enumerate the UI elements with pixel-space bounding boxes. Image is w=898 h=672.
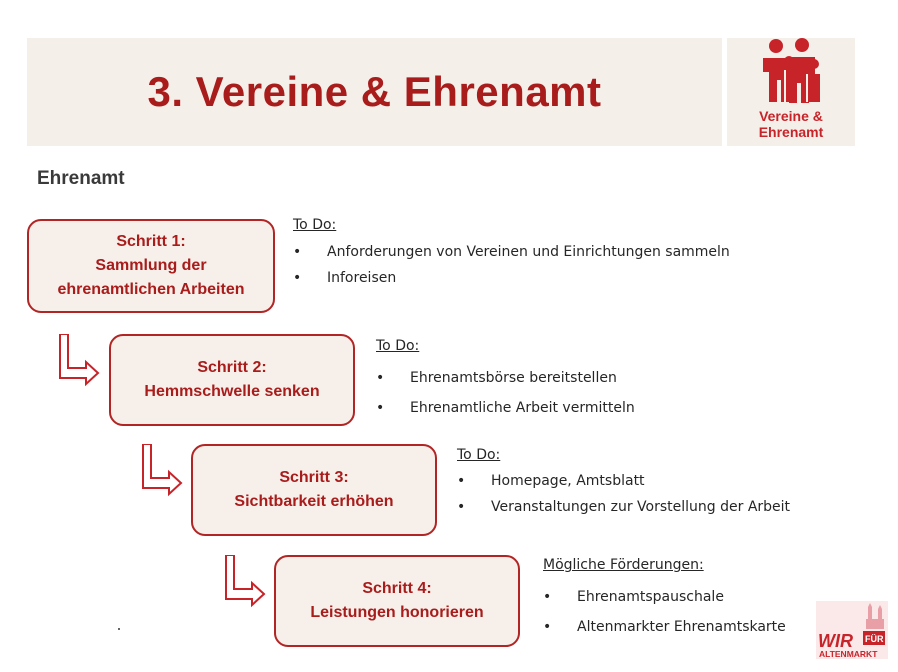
todo-text: Veranstaltungen zur Vorstellung der Arbeit	[491, 499, 791, 515]
step-4-todo-heading: Mögliche Förderungen:	[543, 557, 704, 573]
step-1-line-1: Schritt 1:	[116, 233, 186, 250]
step-3-todo-heading: To Do:	[457, 447, 501, 463]
step-2-todo-list	[376, 363, 635, 423]
step-3-todo-list	[457, 468, 790, 520]
step-4-line-2: Leistungen honorieren	[310, 604, 484, 621]
step-1-box	[27, 219, 275, 313]
badge-altenmarkt: ALTENMARKT	[819, 649, 878, 659]
todo-text: Homepage, Amtsblatt	[491, 473, 645, 489]
step-1-todo-list	[293, 239, 730, 291]
todo-text: Anforderungen von Vereinen und Einrichtungen sammeln	[327, 244, 730, 260]
step-1-line-2: Sammlung der	[95, 257, 207, 274]
step-3-line-2: Sichtbarkeit erhöhen	[234, 493, 394, 510]
list-item	[376, 363, 635, 393]
step-4-todo	[543, 557, 786, 642]
bullet: •	[376, 370, 385, 386]
bullet: •	[457, 499, 466, 515]
people-icon	[759, 38, 823, 108]
step-1-todo-heading: To Do:	[293, 217, 337, 233]
page-title: 3. Vereine & Ehrenamt	[147, 68, 602, 115]
todo-text: Ehrenamtspauschale	[577, 589, 724, 605]
bullet: •	[543, 589, 552, 605]
todo-text: Inforeisen	[327, 270, 397, 286]
step-3-todo	[457, 447, 790, 520]
step-4-box	[274, 555, 520, 647]
todo-text: Altenmarkter Ehrenamtskarte	[577, 619, 786, 635]
list-item	[457, 494, 790, 520]
vereine-ehrenamt-logo	[727, 38, 855, 146]
step-2-todo	[376, 338, 635, 423]
bullet: •	[457, 473, 466, 489]
list-item	[293, 239, 730, 265]
step-2-box	[109, 334, 355, 426]
step-2-todo-heading: To Do:	[376, 338, 420, 354]
stray-dot	[118, 628, 120, 630]
step-4-line-1: Schritt 4:	[362, 580, 432, 597]
logo-text	[727, 108, 855, 140]
list-item	[543, 582, 786, 612]
list-item	[457, 468, 790, 494]
arrow-step-1-to-2	[58, 334, 102, 388]
wir-fuer-altenmarkt-logo	[816, 601, 888, 659]
badge-fuer: FÜR	[865, 634, 884, 644]
step-4-todo-list	[543, 582, 786, 642]
bullet: •	[293, 244, 302, 260]
bullet: •	[543, 619, 552, 635]
step-1-todo	[293, 217, 730, 291]
list-item	[293, 265, 730, 291]
list-item	[376, 393, 635, 423]
todo-text: Ehrenamtsbörse bereitstellen	[410, 370, 617, 386]
badge-wir: WIR	[818, 631, 853, 651]
todo-text: Ehrenamtliche Arbeit vermitteln	[410, 400, 635, 416]
bullet: •	[293, 270, 302, 286]
arrow-step-2-to-3	[141, 444, 185, 498]
logo-line-2: Ehrenamt	[758, 124, 824, 140]
section-title: Ehrenamt	[37, 168, 125, 189]
step-3-line-1: Schritt 3:	[279, 469, 349, 486]
step-3-box	[191, 444, 437, 536]
bullet: •	[376, 400, 385, 416]
step-2-line-2: Hemmschwelle senken	[144, 383, 320, 400]
list-item	[543, 612, 786, 642]
logo-line-1: Vereine &	[759, 108, 823, 124]
arrow-step-3-to-4	[224, 555, 268, 609]
step-2-line-1: Schritt 2:	[197, 359, 267, 376]
step-1-line-3: ehrenamtlichen Arbeiten	[57, 281, 245, 298]
